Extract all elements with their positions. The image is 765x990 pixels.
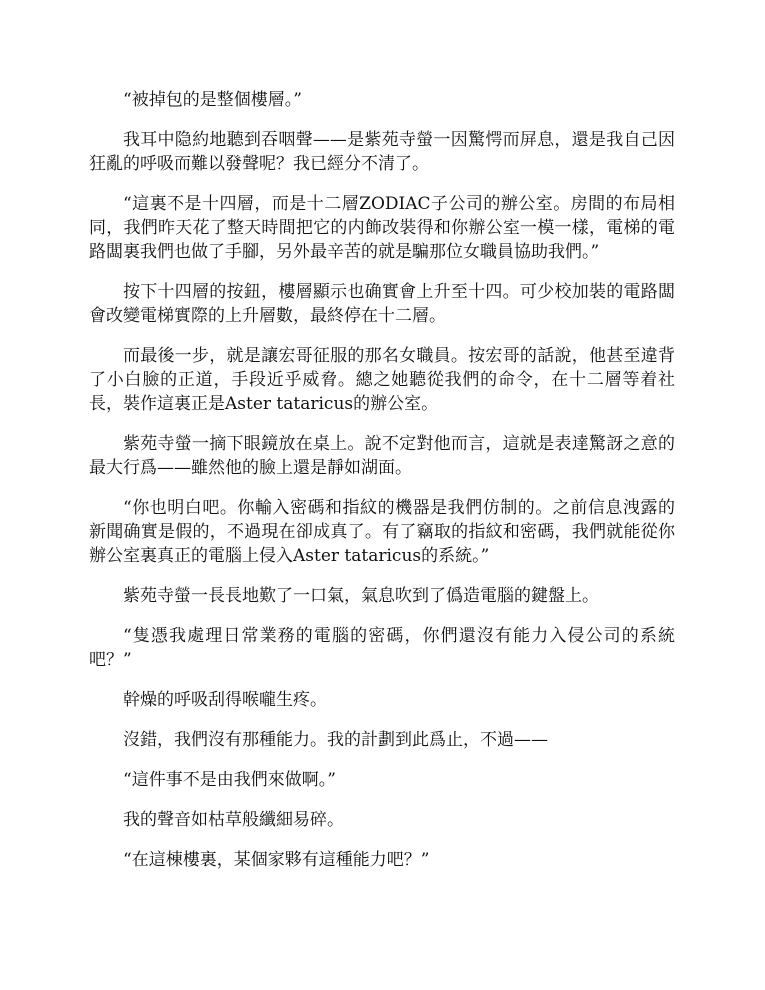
paragraph: “隻憑我處理日常業務的電腦的密碼，你們還沒有能力入侵公司的系統吧？” [89, 626, 675, 670]
paragraph: “你也明白吧。你輸入密碼和指紋的機器是我們仿制的。之前信息洩露的新聞确實是假的，不過現在卻成真了。有了竊取的指紋和密碼，我們就能從你辦公室裏真正的電腦上侵入Aster tataricus的系統。” [89, 498, 675, 566]
paragraph: “被掉包的是整個樓層。” [123, 90, 302, 110]
paragraph: 沒錯，我們沒有那種能力。我的計劃到此爲止，不過—— [123, 730, 548, 750]
paragraph: 紫苑寺螢一摘下眼鏡放在桌上。說不定對他而言，這就是表達驚訝之意的最大行爲——雖然他的臉上還是靜如湖面。 [89, 434, 675, 478]
document-page [89, 88, 675, 888]
paragraph: “這件事不是由我們來做啊。” [123, 770, 336, 790]
paragraph: “這裏不是十四層，而是十二層ZODIAC子公司的辦公室。房間的布局相同，我們昨天花了整天時間把它的内飾改裝得和你辦公室一模一樣，電梯的電路闆裏我們也做了手腳，另外最辛苦的就是騙那位女職員協助我們。” [89, 194, 675, 262]
paragraph: 我耳中隐約地聽到吞咽聲——是紫苑寺螢一因驚愕而屏息，還是我自己因狂亂的呼吸而難以發聲呢？我已經分不清了。 [89, 130, 675, 174]
paragraph: “在這棟樓裏，某個家夥有這種能力吧？” [123, 850, 430, 870]
paragraph: 而最後一步，就是讓宏哥征服的那名女職員。按宏哥的話說，他甚至違背了小白臉的正道，手段近乎威脅。總之她聽從我們的命令，在十二層等着社長，裝作這裏正是Aster tataricus的辦公室。 [89, 346, 675, 414]
paragraph: 按下十四層的按鈕，樓層顯示也确實會上升至十四。可少校加裝的電路闆會改變電梯實際的上升層數，最終停在十二層。 [89, 282, 675, 326]
paragraph: 紫苑寺螢一長長地歎了一口氣，氣息吹到了僞造電腦的鍵盤上。 [123, 586, 599, 606]
paragraph: 幹燥的呼吸刮得喉嚨生疼。 [123, 690, 327, 710]
paragraph: 我的聲音如枯草般纖細易碎。 [123, 810, 344, 830]
